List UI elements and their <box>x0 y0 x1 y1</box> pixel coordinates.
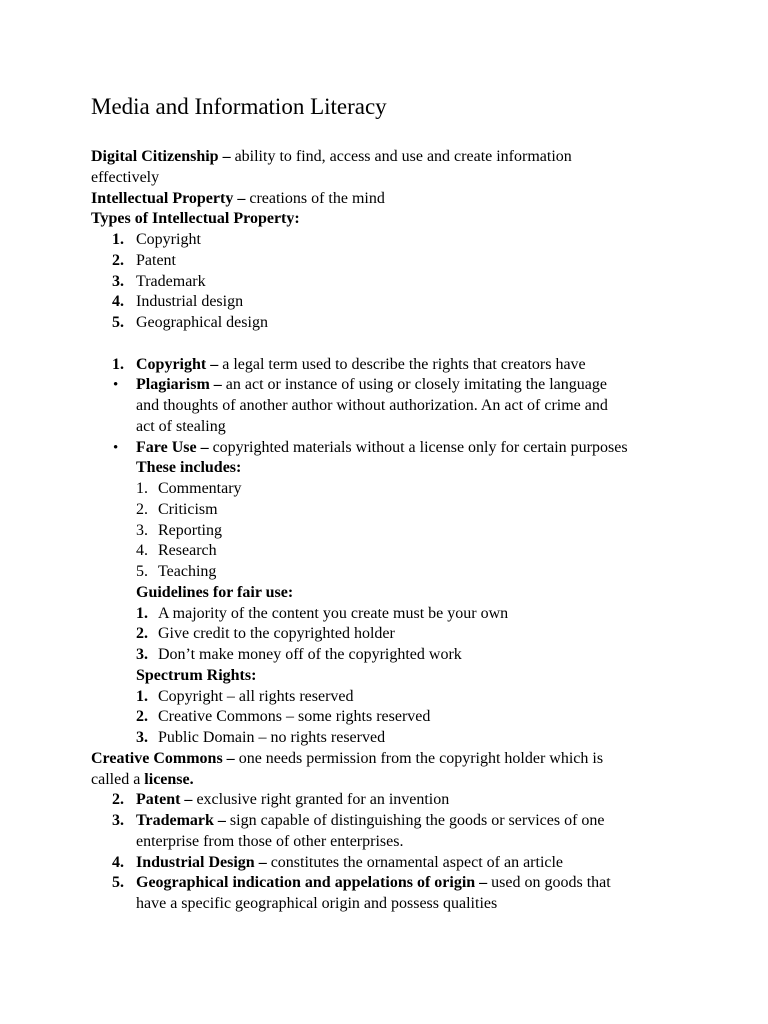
definition-digital-citizenship <box>91 147 691 168</box>
list-item-label: Copyright – all rights reserved <box>158 687 354 705</box>
term-geographical-indication: Geographical indication and appelations of origin – <box>136 874 488 892</box>
section-copyright <box>91 355 691 376</box>
list-item-guideline <box>91 645 691 666</box>
definition-text-continued: enterprise from those of other enterprises. <box>136 832 404 850</box>
definition-text: ability to find, access and use and create information <box>230 148 572 165</box>
list-number: 1. <box>112 231 124 248</box>
list-number: 4. <box>112 293 124 311</box>
list-number: 3. <box>112 812 124 829</box>
document-title: Media and Information Literacy <box>91 94 387 119</box>
list-item-type <box>91 272 691 293</box>
list-number: 3. <box>136 646 148 663</box>
term-copyright: Copyright – <box>136 355 219 373</box>
section-industrial-design <box>91 853 691 874</box>
document-body <box>91 147 691 915</box>
definition-text: creations of the mind <box>245 189 385 207</box>
section-patent <box>91 790 691 811</box>
definition-text-continued: act of stealing <box>136 417 226 435</box>
list-number: 3. <box>112 272 124 290</box>
list-number: 1. <box>136 604 148 622</box>
list-number: 1. <box>112 355 124 373</box>
definition-text-continued <box>91 770 691 791</box>
definition-text: copyrighted materials without a license only for certain purposes <box>208 438 628 456</box>
list-item-type <box>91 313 691 334</box>
definition-text-continued: and thoughts of another author without authorization. An act of crime and <box>136 397 608 414</box>
list-number: 3. <box>136 729 148 746</box>
list-item-include <box>91 541 691 562</box>
definition-text-continued: have a specific geographical origin and possess qualities <box>136 895 498 912</box>
term-intellectual-property: Intellectual Property – <box>91 189 246 207</box>
list-item-include <box>91 562 691 583</box>
list-item-include <box>91 521 691 542</box>
definition-intellectual-property <box>91 189 691 210</box>
term-plagiarism: Plagiarism – <box>136 376 222 394</box>
list-item-label: A majority of the content you create must be your own <box>158 604 509 622</box>
list-number: 2. <box>112 251 124 269</box>
guidelines-heading: Guidelines for fair use: <box>136 583 294 601</box>
list-number: 5. <box>112 314 124 331</box>
spectrum-heading: Spectrum Rights: <box>136 666 257 684</box>
list-number: 5. <box>136 563 148 580</box>
list-number: 2. <box>112 791 124 809</box>
definition-text: used on goods that <box>487 874 611 892</box>
list-item-type <box>91 292 691 313</box>
list-item-type <box>91 230 691 251</box>
list-number: 4. <box>136 542 148 560</box>
list-item-label: Copyright <box>136 231 201 248</box>
list-item-label: Commentary <box>158 480 242 497</box>
list-item-label: Public Domain – no rights reserved <box>158 729 386 746</box>
list-item-guideline <box>91 604 691 625</box>
section-geographical-indication <box>91 873 691 915</box>
definition-text: a legal term used to describe the rights that creators have <box>218 355 586 373</box>
list-item-label: Trademark <box>136 272 206 290</box>
bullet-plagiarism <box>91 375 691 437</box>
list-number: 2. <box>136 500 148 518</box>
bullet-icon: • <box>113 377 119 394</box>
list-item-label: Reporting <box>158 521 222 539</box>
definition-text-continued: effectively <box>91 168 160 186</box>
definition-text: called a <box>91 770 145 788</box>
list-number: 2. <box>136 625 148 643</box>
definition-text: one needs permission from the copyright holder which is <box>234 749 604 767</box>
list-number: 5. <box>112 874 124 892</box>
types-heading: Types of Intellectual Property: <box>91 210 300 228</box>
term-creative-commons: Creative Commons – <box>91 749 235 767</box>
includes-heading: These includes: <box>136 459 242 477</box>
term-industrial-design: Industrial Design – <box>136 853 267 871</box>
term-digital-citizenship: Digital Citizenship – <box>91 148 231 165</box>
list-item-label: Patent <box>136 251 176 269</box>
definition-text: an act or instance of using or closely imitating the language <box>221 376 607 394</box>
term-trademark: Trademark – <box>136 812 226 829</box>
list-item-include <box>91 500 691 521</box>
blank-line <box>91 334 691 355</box>
bullet-icon: • <box>113 439 119 456</box>
term-license: license. <box>144 770 194 788</box>
list-item-include <box>91 479 691 500</box>
list-number: 4. <box>112 853 124 871</box>
list-item-label: Geographical design <box>136 314 268 331</box>
list-number: 2. <box>136 708 148 726</box>
list-item-label: Research <box>158 542 217 560</box>
list-number: 1. <box>136 480 148 497</box>
list-number: 1. <box>136 687 148 705</box>
definition-text: constitutes the ornamental aspect of an article <box>266 853 564 871</box>
list-item-label: Industrial design <box>136 293 244 311</box>
list-item-spectrum <box>91 707 691 728</box>
list-number: 3. <box>136 521 148 539</box>
list-item-type <box>91 251 691 272</box>
list-item-guideline <box>91 624 691 645</box>
list-item-label: Give credit to the copyrighted holder <box>158 625 395 643</box>
term-fair-use: Fare Use – <box>136 438 209 456</box>
list-item-label: Teaching <box>158 563 217 580</box>
section-trademark <box>91 811 691 853</box>
list-item-label: Creative Commons – some rights reserved <box>158 708 431 726</box>
definition-creative-commons <box>91 749 691 770</box>
list-item-label: Criticism <box>158 500 218 518</box>
bullet-fair-use <box>91 438 691 480</box>
definition-text: exclusive right granted for an invention <box>192 791 450 809</box>
list-item-spectrum <box>91 687 691 708</box>
term-patent: Patent – <box>136 791 193 809</box>
list-item-spectrum <box>91 728 691 749</box>
definition-text: sign capable of distinguishing the goods or services of one <box>225 812 605 829</box>
list-item-label: Don’t make money off of the copyrighted work <box>158 646 462 663</box>
